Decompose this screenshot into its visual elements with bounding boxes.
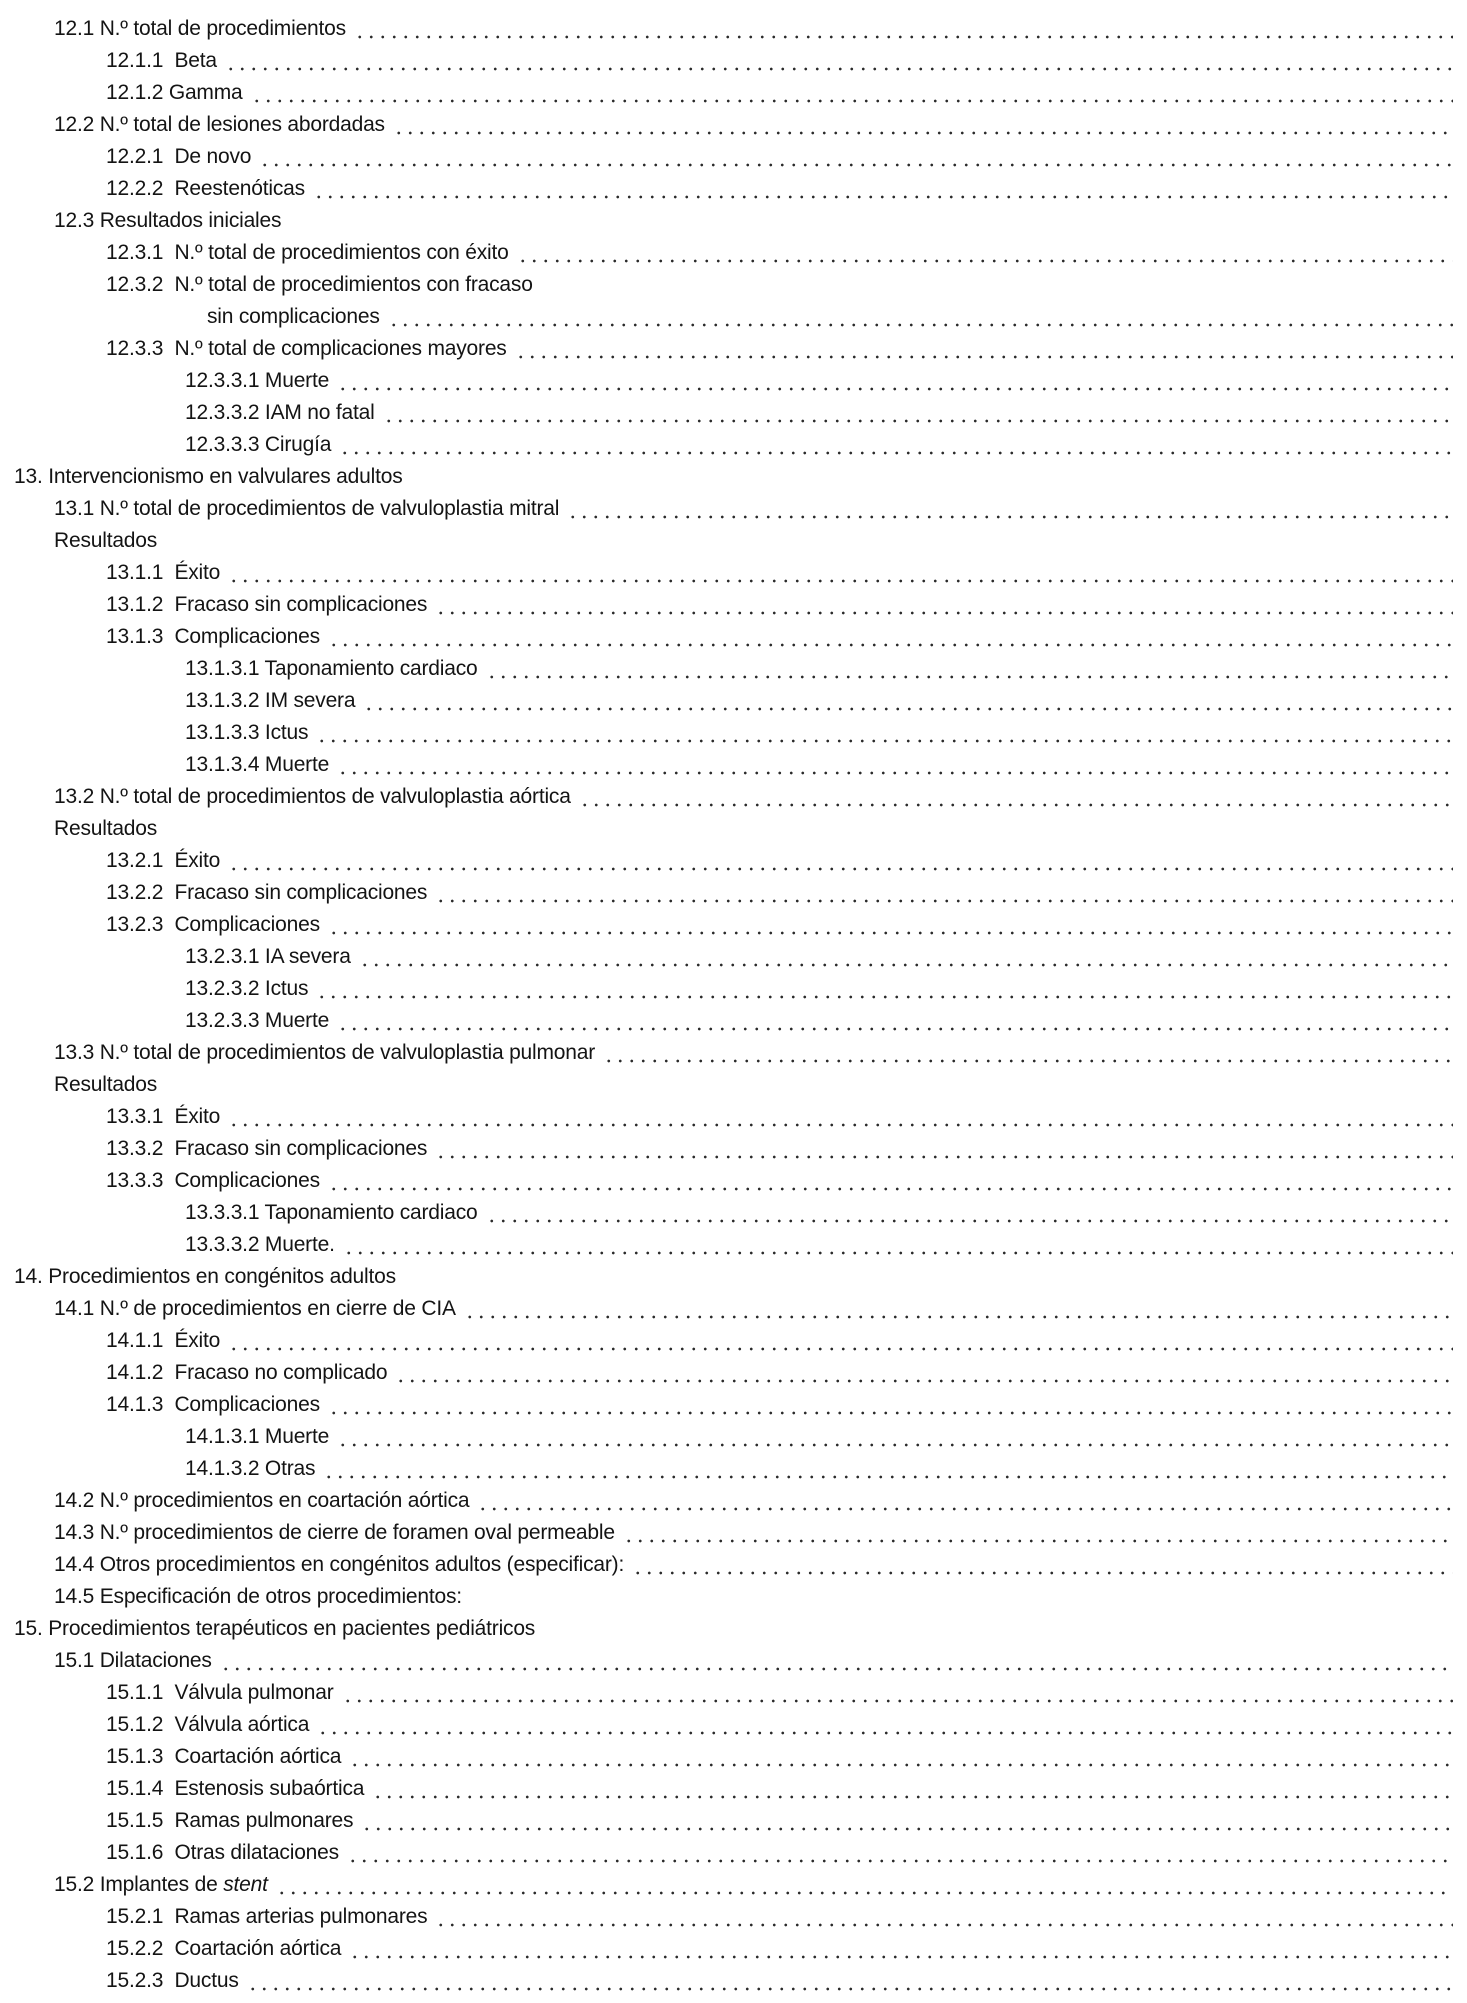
item-text: 13.2 N.º total de procedimientos de valvuloplastia aórtica [54,785,571,808]
item-label [185,749,329,781]
outline-item [0,877,1467,909]
item-label [106,269,533,301]
item-label [185,1197,478,1229]
outline-item [0,941,1467,973]
outline-item [0,589,1467,621]
outline-item [0,141,1467,173]
item-text: 14.1.1 Éxito [106,1329,221,1352]
item-text: 13.1.1 Éxito [106,561,221,584]
item-text: 14.2 N.º procedimientos en coartación aórtica [54,1489,470,1512]
item-text-italic: stent [223,1873,268,1896]
dot-leader [632,1549,1453,1581]
item-text: 13.1.2 Fracaso sin complicaciones [106,593,428,616]
item-text: 14.5 Especificación de otros procedimientos: [54,1585,462,1608]
dot-leader [517,237,1453,269]
dot-leader [343,1229,1453,1261]
dot-leader [337,749,1453,781]
outline-item [0,1709,1467,1741]
dot-leader [259,141,1453,173]
outline-item [0,1197,1467,1229]
outline-item [0,749,1467,781]
item-label [54,109,385,141]
dot-leader [349,1933,1453,1965]
dot-leader [228,557,1453,589]
item-text: 12.1.2 Gamma [106,81,243,104]
item-label [106,77,243,109]
item-text: 14.1.3.2 Otras [185,1457,316,1480]
item-label [106,237,509,269]
outline-item [0,1229,1467,1261]
item-text: 12.3.3.3 Cirugía [185,433,332,456]
dot-leader [486,653,1454,685]
item-label [54,525,157,557]
item-text: 14.1 N.º de procedimientos en cierre de CIA [54,1297,456,1320]
item-text: 12.2.2 Reestenóticas [106,177,305,200]
item-label [54,493,559,525]
outline-item [0,45,1467,77]
outline-item [0,1069,1467,1101]
dot-leader [435,877,1453,909]
item-label [54,1517,615,1549]
item-label [54,1485,469,1517]
item-label [106,45,217,77]
item-label [106,1933,341,1965]
item-text: 13.3.3.1 Taponamiento cardiaco [185,1201,478,1224]
item-label [106,1709,309,1741]
dot-leader [383,397,1453,429]
item-label [14,461,403,493]
item-label [185,1453,315,1485]
dot-leader [337,1005,1453,1037]
item-text: 13.3.3 Complicaciones [106,1169,320,1192]
item-text: 15.2.3 Ductus [106,1969,239,1992]
item-label [106,1805,353,1837]
dot-leader [337,365,1453,397]
outline-item [0,1453,1467,1485]
outline-item [0,1357,1467,1389]
dot-leader [328,1389,1453,1421]
dot-leader [220,1645,1453,1677]
dot-leader [372,1773,1453,1805]
outline-item [0,1645,1467,1677]
dot-leader [328,1165,1453,1197]
dot-leader [363,685,1453,717]
item-text: 15.1.5 Ramas pulmonares [106,1809,354,1832]
item-label [185,397,375,429]
item-label [185,653,478,685]
item-label [106,1165,320,1197]
outline-item [0,1389,1467,1421]
outline-item [0,1037,1467,1069]
item-label [106,1677,334,1709]
dot-leader [228,1325,1453,1357]
dot-leader [579,781,1453,813]
item-label [106,1965,239,1997]
item-text: Resultados [54,1073,158,1096]
item-text: Resultados [54,817,158,840]
outline-item [0,13,1467,45]
dot-leader [251,77,1454,109]
outline-item [0,653,1467,685]
item-label [54,205,281,237]
item-text: 15.2.1 Ramas arterias pulmonares [106,1905,428,1928]
item-label [106,333,507,365]
dot-leader [228,1101,1453,1133]
dot-leader [464,1293,1453,1325]
item-text: 13.3 N.º total de procedimientos de valvuloplastia pulmonar [54,1041,596,1064]
section-heading [0,461,1467,493]
item-text: 13.2.3.2 Ictus [185,977,309,1000]
dot-leader [342,1677,1453,1709]
item-label [106,909,320,941]
dot-leader [354,13,1453,45]
item-label [106,845,220,877]
outline-item [0,1517,1467,1549]
item-label [106,1325,220,1357]
item-text: 12.1.1 Beta [106,49,217,72]
dot-leader [435,1133,1453,1165]
item-label [106,589,427,621]
dot-leader [317,1709,1453,1741]
item-text: 14.1.2 Fracaso no complicado [106,1361,388,1384]
item-label [106,1837,339,1869]
item-text: 13.1.3.4 Muerte [185,753,330,776]
item-text: 13.1.3.2 IM severa [185,689,356,712]
dot-leader [623,1517,1453,1549]
outline-item [0,1549,1467,1581]
dot-leader [388,301,1453,333]
item-label [106,1741,341,1773]
outline-item [0,1325,1467,1357]
item-text: 15.1.1 Válvula pulmonar [106,1681,334,1704]
item-label [185,717,308,749]
outline-item [0,1773,1467,1805]
item-label [106,141,251,173]
item-label [106,1901,427,1933]
dot-leader [347,1837,1453,1869]
item-text: 15. Procedimientos terapéuticos en pacientes pediátricos [14,1617,536,1640]
outline-item [0,813,1467,845]
dot-leader [477,1485,1453,1517]
item-label [106,1133,427,1165]
outline-item [0,1421,1467,1453]
item-text: 14. Procedimientos en congénitos adultos [14,1265,396,1288]
outline-item [0,1101,1467,1133]
dot-leader [486,1197,1454,1229]
dot-leader [316,717,1453,749]
item-text: 12.3.3.2 IAM no fatal [185,401,375,424]
item-text: Resultados [54,529,158,552]
item-text: 13.2.3 Complicaciones [106,913,320,936]
item-text: 15.1.4 Estenosis subaórtica [106,1777,365,1800]
outline-item [0,685,1467,717]
item-text: 13.1.3 Complicaciones [106,625,320,648]
item-label [54,1549,624,1581]
outline-item [0,1677,1467,1709]
outline-item [0,973,1467,1005]
outline-item [0,717,1467,749]
outline-item [0,781,1467,813]
outline-item [0,205,1467,237]
dot-leader [361,1805,1453,1837]
dot-leader [435,589,1453,621]
item-label [54,1645,212,1677]
outline-item [0,269,1467,301]
item-label [54,781,571,813]
item-text: 15.2 Implantes de [54,1873,224,1896]
section-heading [0,1613,1467,1645]
item-text: 15.1 Dilataciones [54,1649,212,1672]
item-text: 12.3.2 N.º total de procedimientos con fracaso [106,273,533,296]
dot-leader [328,621,1453,653]
item-label [185,973,308,1005]
item-label [185,1005,329,1037]
item-text: 13.3.2 Fracaso sin complicaciones [106,1137,428,1160]
item-label [185,365,329,397]
item-text: 13.3.1 Éxito [106,1105,221,1128]
item-label [185,1421,329,1453]
item-label [54,1293,456,1325]
item-text: 14.1.3 Complicaciones [106,1393,320,1416]
dot-leader [276,1869,1453,1901]
outline-item [0,1741,1467,1773]
item-label [106,557,220,589]
item-text: 12.2.1 De novo [106,145,252,168]
outline-item [0,109,1467,141]
item-label [54,1037,595,1069]
dot-leader [228,845,1453,877]
item-text: 13.2.2 Fracaso sin complicaciones [106,881,428,904]
item-text: 15.1.3 Coartación aórtica [106,1745,342,1768]
item-label [185,685,355,717]
item-label [106,1773,364,1805]
dot-leader [359,941,1453,973]
item-label [54,813,157,845]
outline-item [0,1133,1467,1165]
outline-item [0,429,1467,461]
item-label [207,301,380,333]
outline-item [0,333,1467,365]
item-label [14,1261,396,1293]
outline-item [0,1805,1467,1837]
dot-leader [349,1741,1453,1773]
dot-leader [337,1421,1453,1453]
item-text: sin complicaciones [207,305,380,328]
item-label [54,1069,157,1101]
item-label [106,877,427,909]
outline-item [0,1485,1467,1517]
outline-item [0,621,1467,653]
dot-leader [328,909,1453,941]
item-text: 12.3.3 N.º total de complicaciones mayores [106,337,507,360]
outline-item [0,493,1467,525]
item-label [106,1357,387,1389]
outline-item [0,301,1467,333]
item-text: 12.3.3.1 Muerte [185,369,330,392]
outline-item [0,1165,1467,1197]
dot-leader [316,973,1453,1005]
outline-item [0,525,1467,557]
outline-item [0,557,1467,589]
item-text: 13.2.3.3 Muerte [185,1009,330,1032]
outline-item [0,1837,1467,1869]
item-label [106,1101,220,1133]
outline-item [0,1293,1467,1325]
item-text: 12.3.1 N.º total de procedimientos con éxito [106,241,509,264]
dot-leader [515,333,1453,365]
outline-item [0,1005,1467,1037]
item-text: 15.2.2 Coartación aórtica [106,1937,342,1960]
item-text: 13.3.3.2 Muerte. [185,1233,335,1256]
outline-item [0,173,1467,205]
item-text: 15.1.6 Otras dilataciones [106,1841,339,1864]
dot-leader [323,1453,1453,1485]
outline-item [0,365,1467,397]
item-text: 13.2.3.1 IA severa [185,945,351,968]
item-text: 14.1.3.1 Muerte [185,1425,330,1448]
section-heading [0,1261,1467,1293]
dot-leader [603,1037,1453,1069]
outline-item [0,1901,1467,1933]
item-label [185,429,331,461]
item-label [54,1581,462,1613]
item-label [185,1229,335,1261]
item-label [185,941,351,973]
item-text: 13.2.1 Éxito [106,849,221,872]
item-text: 13.1.3.3 Ictus [185,721,309,744]
dot-leader [247,1965,1453,1997]
item-text: 13.1.3.1 Taponamiento cardiaco [185,657,478,680]
outline-item [0,845,1467,877]
item-label [54,1869,268,1901]
item-label [106,621,320,653]
item-text: 14.4 Otros procedimientos en congénitos adultos (especificar): [54,1553,625,1576]
outline-item [0,1581,1467,1613]
item-text: 12.1 N.º total de procedimientos [54,17,346,40]
outline-item [0,237,1467,269]
item-text: 12.3 Resultados iniciales [54,209,282,232]
item-label [106,1389,320,1421]
dot-leader [339,429,1453,461]
dot-leader [435,1901,1453,1933]
outline-item [0,1965,1467,1997]
item-text: 13. Intervencionismo en valvulares adultos [14,465,403,488]
dot-leader [225,45,1453,77]
item-text: 14.3 N.º procedimientos de cierre de foramen oval permeable [54,1521,615,1544]
dot-leader [393,109,1453,141]
item-text: 15.1.2 Válvula aórtica [106,1713,310,1736]
outline-item [0,1869,1467,1901]
item-text: 12.2 N.º total de lesiones abordadas [54,113,385,136]
outline-item [0,909,1467,941]
item-label [14,1613,535,1645]
dot-leader [313,173,1453,205]
dot-leader [567,493,1453,525]
outline-item [0,1933,1467,1965]
item-label [54,13,346,45]
item-text: 13.1 N.º total de procedimientos de valvuloplastia mitral [54,497,560,520]
outline-item [0,77,1467,109]
item-label [106,173,305,205]
dot-leader [395,1357,1453,1389]
outline-item [0,397,1467,429]
